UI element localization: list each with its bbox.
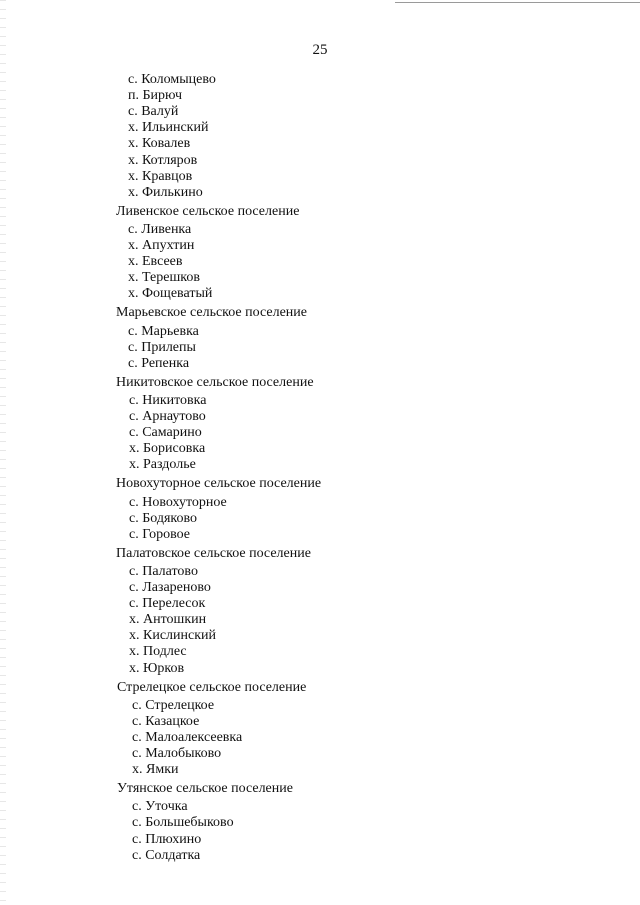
locality-item: с. Малоалексеевка xyxy=(132,729,243,745)
locality-item: х. Антошкин xyxy=(129,612,207,628)
locality-item: х. Апухтин xyxy=(128,238,195,253)
settlement-heading: Никитовское сельское поселение xyxy=(116,374,314,390)
locality-item: с. Перелесок xyxy=(129,596,206,612)
locality-item: с. Арнаутово xyxy=(129,409,206,424)
locality-item: х. Юрков xyxy=(129,660,185,676)
locality-item: х. Котляров xyxy=(128,152,198,168)
locality-item: х. Ильинский xyxy=(128,120,209,136)
locality-item: х. Подлес xyxy=(129,644,187,660)
settlement-heading: Марьевское сельское поселение xyxy=(116,305,307,321)
locality-item: х. Кравцов xyxy=(128,168,193,184)
locality-item: с. Валуй xyxy=(128,104,179,120)
locality-item: с. Уточка xyxy=(132,799,188,815)
locality-item: с. Репенка xyxy=(128,355,190,371)
settlement-heading: Стрелецкое сельское поселение xyxy=(117,679,307,695)
locality-item: с. Стрелецкое xyxy=(132,697,215,713)
locality-item: х. Борисовка xyxy=(129,441,206,457)
locality-item: х. Раздолье xyxy=(129,457,196,473)
locality-item: с. Палатово xyxy=(129,563,198,579)
settlement-heading: Утянское сельское поселение xyxy=(117,781,293,797)
locality-item: с. Плюхино xyxy=(132,831,202,847)
locality-item: х. Фощеватый xyxy=(128,286,213,302)
locality-item: х. Кислинский xyxy=(129,628,217,644)
locality-item: с. Солдатка xyxy=(132,847,201,863)
settlement-heading: Новохуторное сельское поселение xyxy=(116,476,322,492)
locality-item: с. Самарино xyxy=(129,425,202,441)
locality-item: с. Малобыково xyxy=(132,746,222,761)
top-rule xyxy=(395,2,640,3)
locality-item: с. Горовое xyxy=(129,526,190,542)
locality-item: х. Евсеев xyxy=(128,254,183,270)
locality-item: х. Ямки xyxy=(132,762,179,778)
locality-item: с. Никитовка xyxy=(129,392,207,408)
locality-item: с. Ливенка xyxy=(128,221,192,237)
locality-item: с. Новохуторное xyxy=(129,494,227,510)
locality-item: с. Лазареново xyxy=(129,580,211,595)
locality-item: х. Филькино xyxy=(128,184,203,200)
settlement-heading: Палатовское сельское поселение xyxy=(116,545,311,561)
locality-item: с. Коломыцево xyxy=(128,72,216,87)
locality-item: х. Терешков xyxy=(128,270,200,286)
locality-item: х. Ковалев xyxy=(128,136,191,152)
settlement-heading: Ливенское сельское поселение xyxy=(116,203,300,219)
scan-edge-artifact xyxy=(0,0,6,905)
locality-item: с. Казацкое xyxy=(132,713,200,729)
locality-item: с. Марьевка xyxy=(128,323,199,339)
locality-item: с. Прилепы xyxy=(128,339,196,355)
locality-item: п. Бирюч xyxy=(128,88,182,104)
page-number: 25 xyxy=(312,42,328,58)
locality-item: с. Большебыково xyxy=(132,815,234,831)
locality-item: с. Бодяково xyxy=(129,510,198,526)
